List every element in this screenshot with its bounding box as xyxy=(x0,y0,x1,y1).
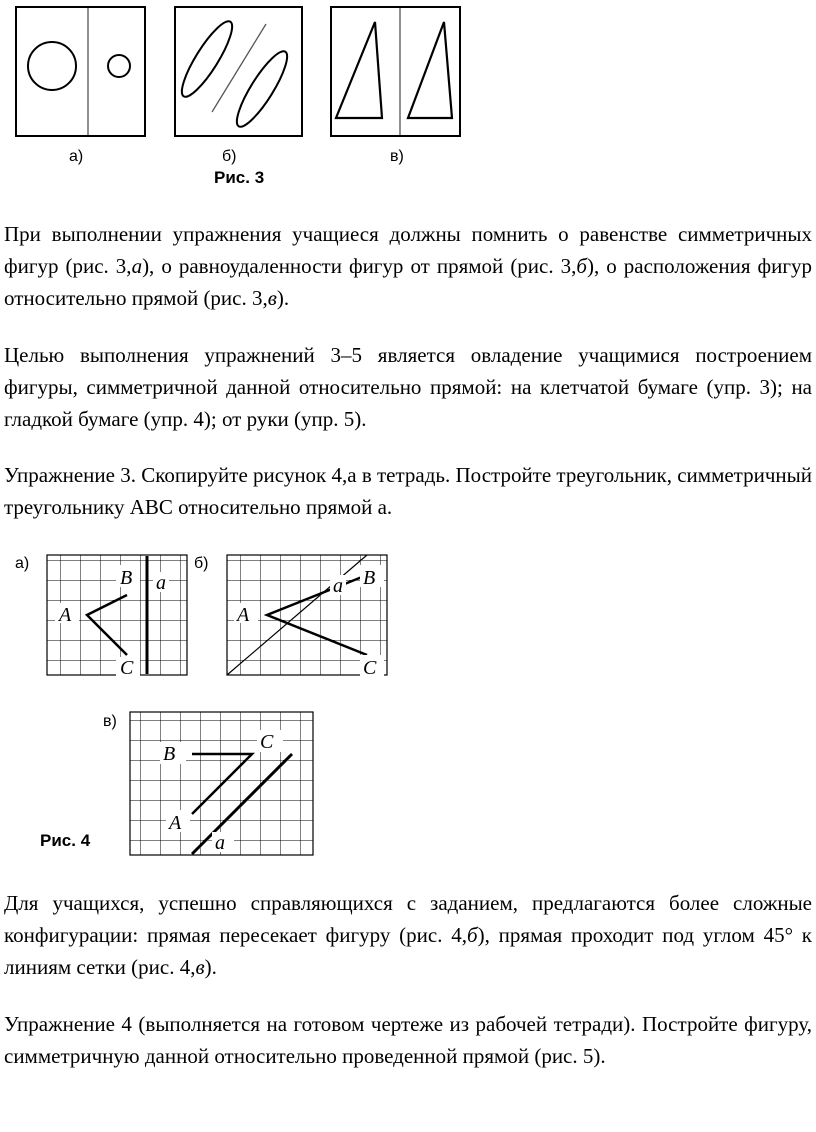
fig3-label-c: в) xyxy=(390,148,404,165)
fig3-label-b: б) xyxy=(222,148,237,165)
fig4a-point-b: B xyxy=(120,567,133,589)
fig4a-line-label: a xyxy=(156,572,166,594)
figure-4 xyxy=(0,540,816,870)
paragraph-3: Упражнение 3. Скопируйте рисунок 4,а в тетрадь. Постройте треугольник, симметричный треугольнику АВС относительно прямой а. xyxy=(4,463,812,519)
fig4c-point-a: A xyxy=(169,812,182,834)
figure-3 xyxy=(0,0,816,200)
paragraph-1: При выполнении упражнения учащиеся должны помнить о равенстве симметричных фигур (рис. 3,а), о равноудаленности фигур от прямой (рис. 3,б), о расположения фигур относительно прямой (рис. 3,в). xyxy=(4,222,812,310)
fig4b-point-b: B xyxy=(363,567,376,589)
fig3c-frame xyxy=(331,7,460,136)
fig4c-point-c: C xyxy=(260,731,274,753)
paragraph-4: Для учащихся, успешно справляющихся с заданием, предлагаются более сложные конфигурации: прямая пересекает фигуру (рис. 4,б), прямая проходит под углом 45° к линиям сетки (рис. 4,в). xyxy=(4,891,813,979)
fig4b-label: б) xyxy=(194,555,209,572)
fig4b-line-label: a xyxy=(333,575,343,597)
paragraph-2: Целью выполнения упражнений 3–5 является овладение учащимися построением фигуры, симметричной данной относительно прямой: на клетчатой бумаге (упр. 3); на гладкой бумаге (упр. 4); от руки (упр. 5). xyxy=(4,343,812,431)
paragraph-5: Упражнение 4 (выполняется на готовом чертеже из рабочей тетради). Постройте фигуру, симметричную данной относительно проведенной прямой (рис. 5). xyxy=(4,1012,812,1068)
fig4a-point-a: A xyxy=(59,604,72,626)
fig4b-point-a: A xyxy=(237,604,250,626)
fig3-label-a: а) xyxy=(69,148,84,165)
fig4b-point-c: C xyxy=(363,657,377,679)
fig4a-point-c: C xyxy=(120,657,134,679)
fig3-caption: Рис. 3 xyxy=(214,168,265,187)
fig4a-label: а) xyxy=(15,555,30,572)
fig4c-line-label: a xyxy=(215,832,225,854)
fig3a-frame xyxy=(16,7,145,136)
exercise-3-label: Упражнение 3. xyxy=(4,463,136,487)
fig4c-point-b: B xyxy=(163,743,176,765)
fig4-caption: Рис. 4 xyxy=(40,831,91,850)
fig3a-large-circle xyxy=(28,42,76,90)
fig4c-label: в) xyxy=(103,713,117,730)
